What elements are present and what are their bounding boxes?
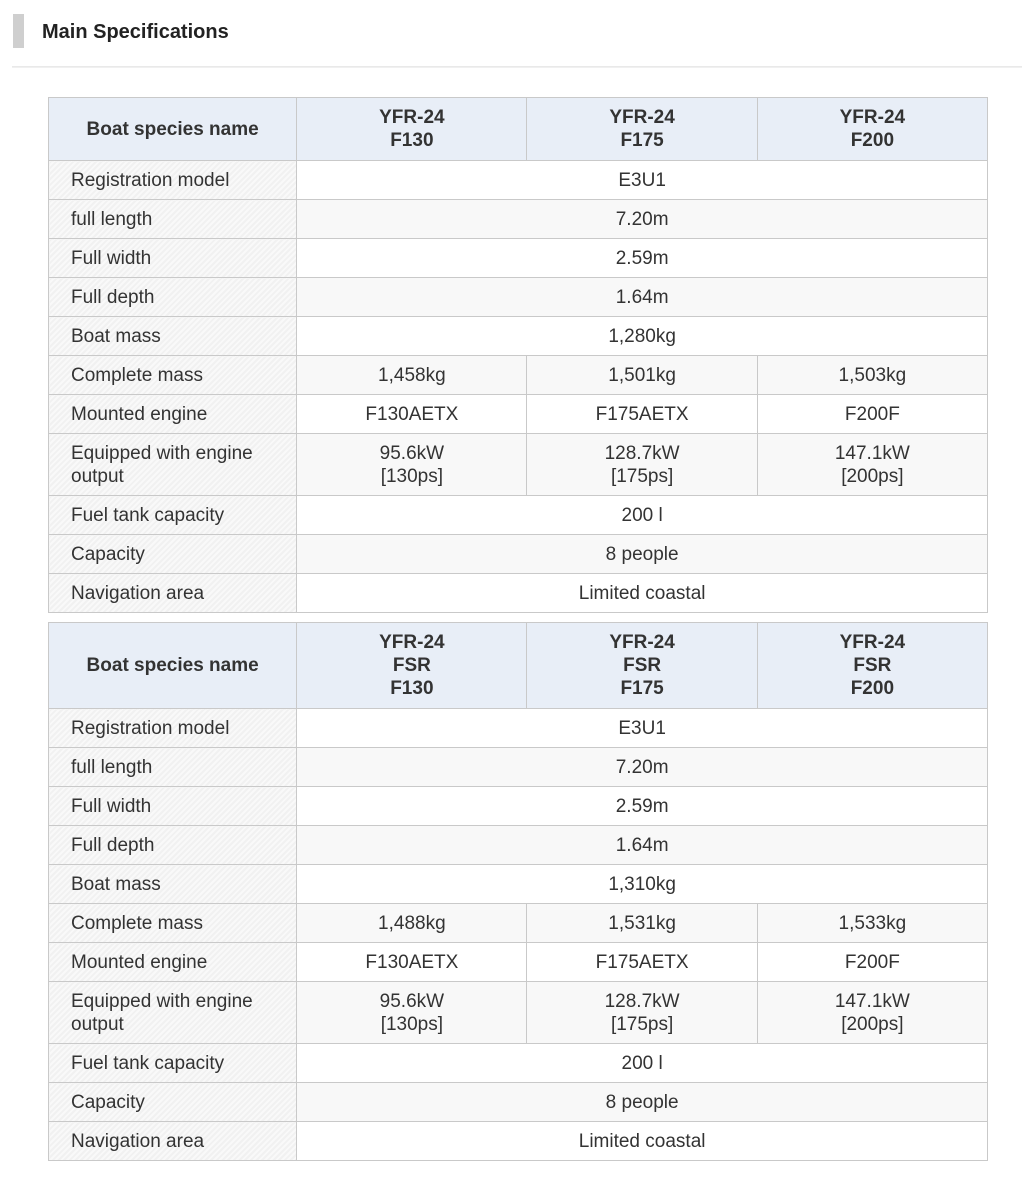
row-value: 1,488kg — [297, 904, 527, 943]
model-name-line: F175 — [620, 678, 664, 699]
section-title: Main Specifications — [42, 21, 229, 43]
table-row — [49, 239, 988, 278]
row-label: Registration model — [49, 161, 297, 200]
model-name-line: YFR-24 — [609, 107, 675, 128]
table-row — [49, 317, 988, 356]
row-label: Mounted engine — [49, 395, 297, 434]
model-name-line: FSR — [392, 655, 431, 676]
row-value: F175AETX — [527, 943, 757, 982]
row-value: 1,310kg — [297, 865, 988, 904]
row-value: F200F — [757, 943, 987, 982]
row-value — [297, 434, 527, 496]
model-name-line: FSR — [853, 655, 892, 676]
model-header — [527, 98, 757, 161]
output-ps: [200ps] — [841, 465, 904, 487]
model-name-line: YFR-24 — [609, 632, 675, 653]
table-row — [49, 748, 988, 787]
model-header — [757, 98, 987, 161]
model-header — [527, 623, 757, 709]
section-header — [0, 0, 1024, 68]
model-name-line: F200 — [850, 678, 895, 699]
row-value — [527, 982, 757, 1044]
row-value: 2.59m — [297, 787, 988, 826]
table-row — [49, 787, 988, 826]
row-value: E3U1 — [297, 709, 988, 748]
row-label: Complete mass — [49, 904, 297, 943]
model-name-line: YFR-24 — [839, 107, 906, 128]
model-name-line: FSR — [623, 655, 662, 676]
row-label: Capacity — [49, 535, 297, 574]
row-label: Full depth — [49, 826, 297, 865]
row-value: 1,533kg — [757, 904, 987, 943]
table-row — [49, 278, 988, 317]
table-header-row — [49, 623, 988, 709]
row-value: 200 l — [297, 496, 988, 535]
output-kw: 147.1kW — [834, 442, 910, 464]
row-value — [757, 982, 987, 1044]
table-row — [49, 904, 988, 943]
table-row — [49, 709, 988, 748]
output-ps: [200ps] — [841, 1013, 904, 1035]
row-label: Complete mass — [49, 356, 297, 395]
output-ps: [175ps] — [610, 1013, 674, 1035]
model-name-line: F130 — [390, 678, 434, 699]
table-row — [49, 982, 988, 1044]
row-value: F175AETX — [527, 395, 757, 434]
row-label: Boat mass — [49, 865, 297, 904]
table-row — [49, 395, 988, 434]
row-value: Limited coastal — [297, 1122, 988, 1161]
row-value: F130AETX — [297, 943, 527, 982]
header-label: Boat species name — [49, 98, 297, 161]
row-label: Mounted engine — [49, 943, 297, 982]
model-header — [297, 623, 527, 709]
row-value: 2.59m — [297, 239, 988, 278]
model-header — [297, 98, 527, 161]
row-value: 1,503kg — [757, 356, 987, 395]
row-label: Equipped with engine output — [49, 982, 297, 1044]
model-name-line: YFR-24 — [379, 632, 445, 653]
row-value: 8 people — [297, 1083, 988, 1122]
row-value: F200F — [757, 395, 987, 434]
row-value: 1,531kg — [527, 904, 757, 943]
table-row — [49, 496, 988, 535]
table-row — [49, 865, 988, 904]
row-label: Equipped with engine output — [49, 434, 297, 496]
output-kw: 147.1kW — [834, 990, 910, 1012]
row-value: 1.64m — [297, 278, 988, 317]
table-row — [49, 574, 988, 613]
table-header-row — [49, 98, 988, 161]
table-row — [49, 1083, 988, 1122]
row-value: 1.64m — [297, 826, 988, 865]
row-label: Capacity — [49, 1083, 297, 1122]
output-kw: 95.6kW — [379, 442, 445, 464]
row-label: full length — [49, 748, 297, 787]
table-row — [49, 826, 988, 865]
model-name-line: F130 — [390, 130, 434, 151]
header-label: Boat species name — [49, 623, 297, 709]
row-label: Full width — [49, 239, 297, 278]
table-row — [49, 434, 988, 496]
table-row — [49, 161, 988, 200]
spec-table-fsr — [48, 622, 988, 1161]
row-value — [757, 434, 987, 496]
table-row — [49, 1044, 988, 1083]
output-kw: 128.7kW — [604, 442, 680, 464]
table-row — [49, 356, 988, 395]
output-kw: 95.6kW — [379, 990, 445, 1012]
row-label: full length — [49, 200, 297, 239]
row-label: Navigation area — [49, 574, 297, 613]
spec-table-standard — [48, 97, 988, 613]
output-ps: [175ps] — [610, 465, 674, 487]
row-value: 7.20m — [297, 200, 988, 239]
row-label: Fuel tank capacity — [49, 1044, 297, 1083]
row-label: Full width — [49, 787, 297, 826]
model-name-line: F175 — [620, 130, 664, 151]
row-value: Limited coastal — [297, 574, 988, 613]
row-value: 8 people — [297, 535, 988, 574]
section-accent-bar — [13, 14, 24, 48]
row-value: 1,501kg — [527, 356, 757, 395]
row-label: Fuel tank capacity — [49, 496, 297, 535]
row-value: 1,280kg — [297, 317, 988, 356]
table-row — [49, 943, 988, 982]
output-ps: [130ps] — [380, 1013, 444, 1035]
section-divider — [12, 66, 1022, 68]
row-value — [297, 982, 527, 1044]
table-row — [49, 535, 988, 574]
model-header — [757, 623, 987, 709]
table-row — [49, 1122, 988, 1161]
row-value: E3U1 — [297, 161, 988, 200]
output-ps: [130ps] — [380, 465, 444, 487]
row-value: 200 l — [297, 1044, 988, 1083]
model-name-line: YFR-24 — [839, 632, 906, 653]
row-label: Full depth — [49, 278, 297, 317]
row-value: F130AETX — [297, 395, 527, 434]
model-name-line: F200 — [850, 130, 895, 151]
row-label: Registration model — [49, 709, 297, 748]
row-label: Boat mass — [49, 317, 297, 356]
output-kw: 128.7kW — [604, 990, 680, 1012]
row-value: 7.20m — [297, 748, 988, 787]
row-value: 1,458kg — [297, 356, 527, 395]
model-name-line: YFR-24 — [379, 107, 445, 128]
row-value — [527, 434, 757, 496]
table-row — [49, 200, 988, 239]
row-label: Navigation area — [49, 1122, 297, 1161]
